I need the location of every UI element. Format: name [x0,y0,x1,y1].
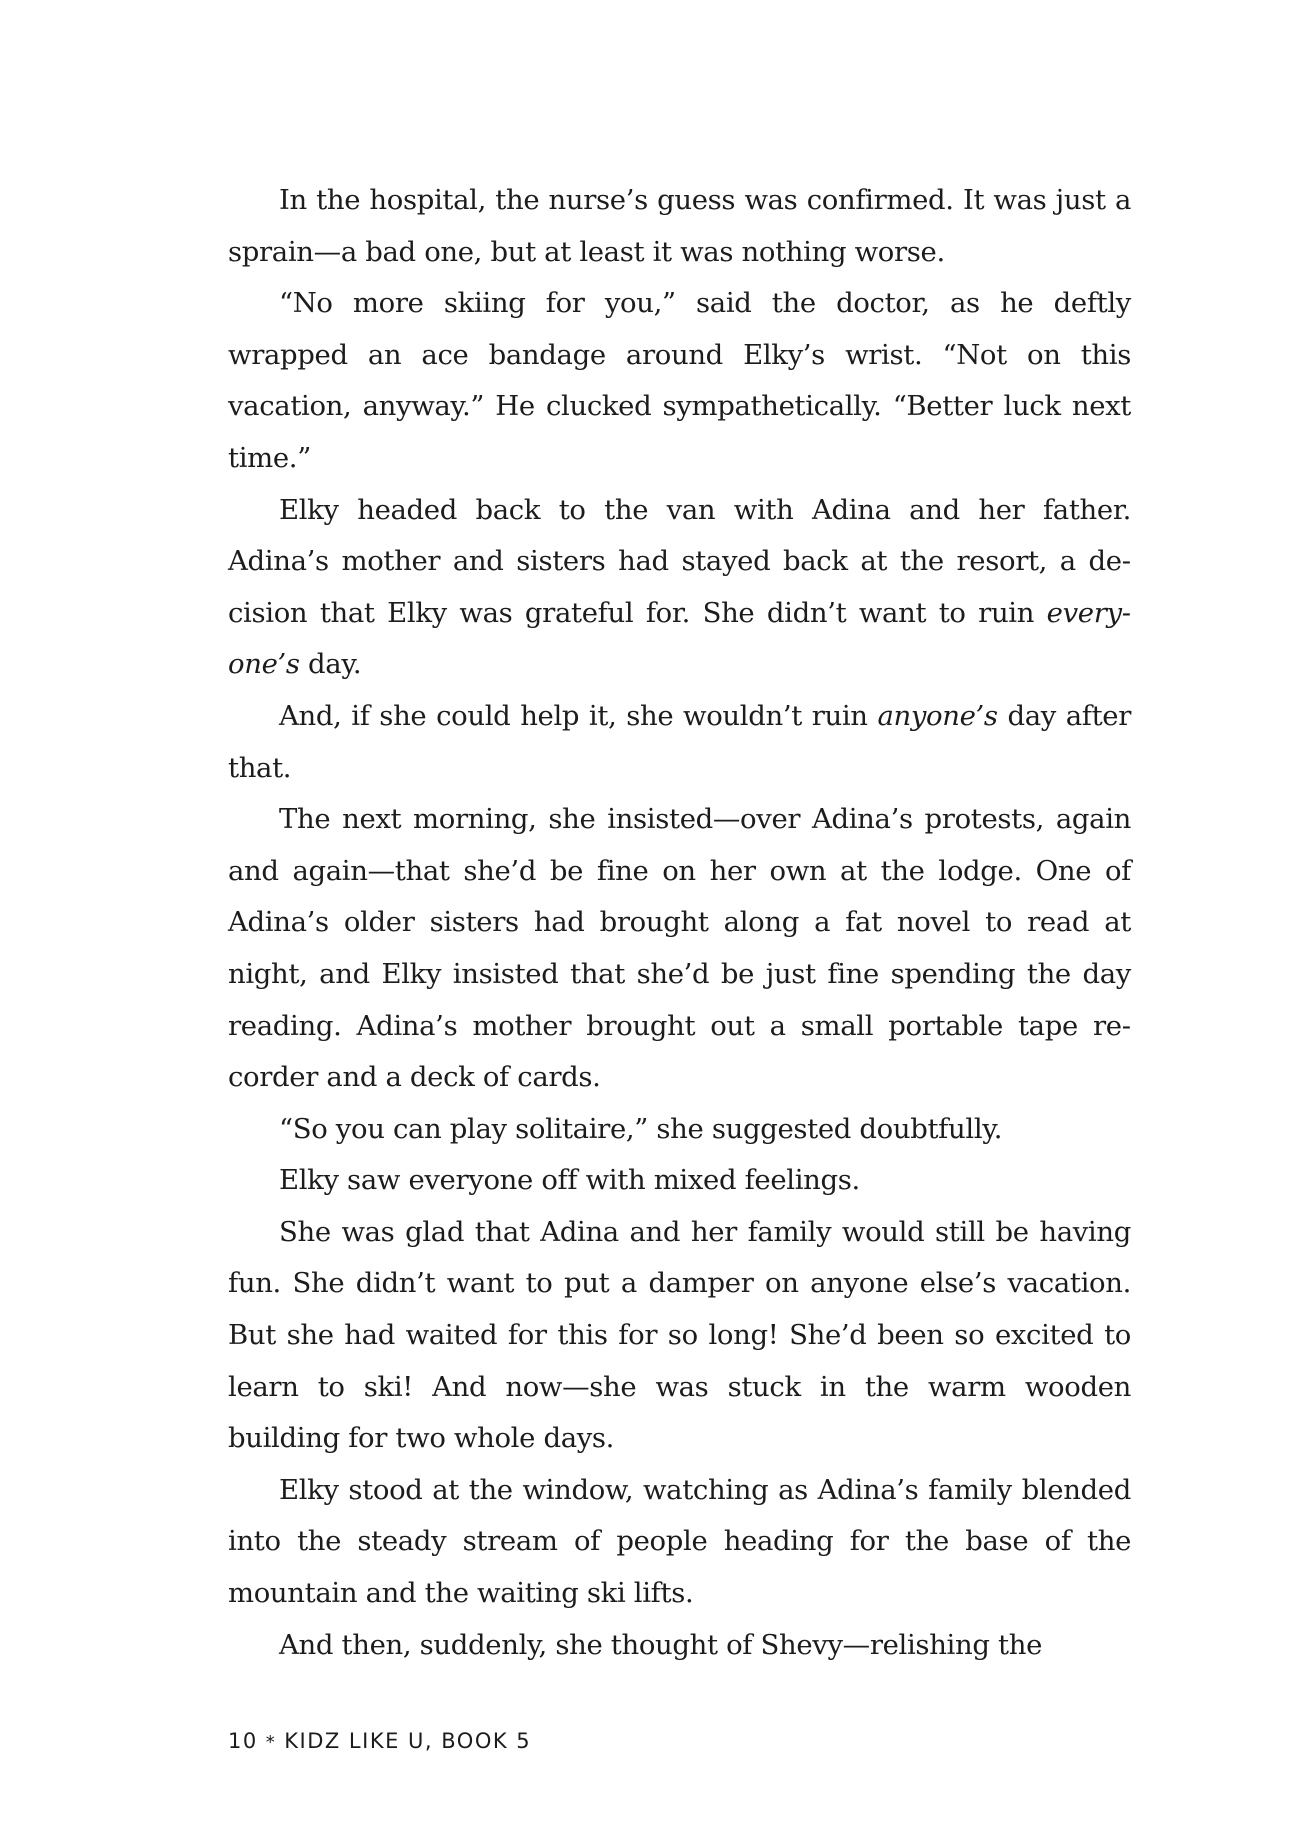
paragraph-text: day after that. [228,699,1131,784]
paragraph: She was glad that Adina and her family would still be having fun. She didn’t want to put a damper on anyone else’s vacation. But she had waited for this for so long! She’d been so excited to learn to ski! And now—she was stuck in the warm wooden building for two whole days. [228,1215,1131,1455]
paragraph: Elky saw everyone off with mixed feelings. [279,1164,860,1197]
paragraph [228,485,1131,691]
star-separator-icon: * [265,1732,277,1753]
paragraph: And then, suddenly, she thought of Shevy—relishing the [279,1628,1042,1661]
emphasized-word: anyone’s [877,699,998,732]
paragraph: Elky stood at the window, watching as Adina’s family blended into the steady stream of people heading for the base of the mountain and the waiting ski lifts. [228,1473,1131,1610]
paragraph-text: Elky headed back to the van with Adina and her father. Adina’s mother and sisters had stayed back at the resort, a decision that Elky was grateful for. She didn’t want to ruin [228,493,1131,629]
body-text [228,175,1131,1671]
paragraph [228,691,1131,794]
emphasized-word: everyone’s [228,596,1131,681]
page-number: 10 [228,1729,258,1753]
page-footer [228,1729,531,1753]
paragraph: “No more skiing for you,” said the doctor, as he deftly wrapped an ace bandage around Elky’s wrist. “Not on this vacation, anyway.” He clucked sympathetically. “Better luck next time.” [228,287,1131,474]
paragraph: In the hospital, the nurse’s guess was confirmed. It was just a sprain—a bad one, but at least it was nothing worse. [228,184,1131,268]
paragraph-text: And, if she could help it, she wouldn’t ruin [279,699,878,732]
paragraph: The next morning, she insisted—over Adina’s protests, again and again—that she’d be fine on her own at the lodge. One of Adina’s older sisters had brought along a fat novel to read at night, and Elky insisted that she’d be just fine spending the day reading. Adina’s mother brought out a small portable tape recorder and a deck of cards. [228,803,1131,1094]
running-title: KIDZ LIKE U, BOOK 5 [284,1729,532,1753]
paragraph: “So you can play solitaire,” she suggested doubtfully. [279,1112,1003,1145]
paragraph-text: day. [299,648,362,681]
